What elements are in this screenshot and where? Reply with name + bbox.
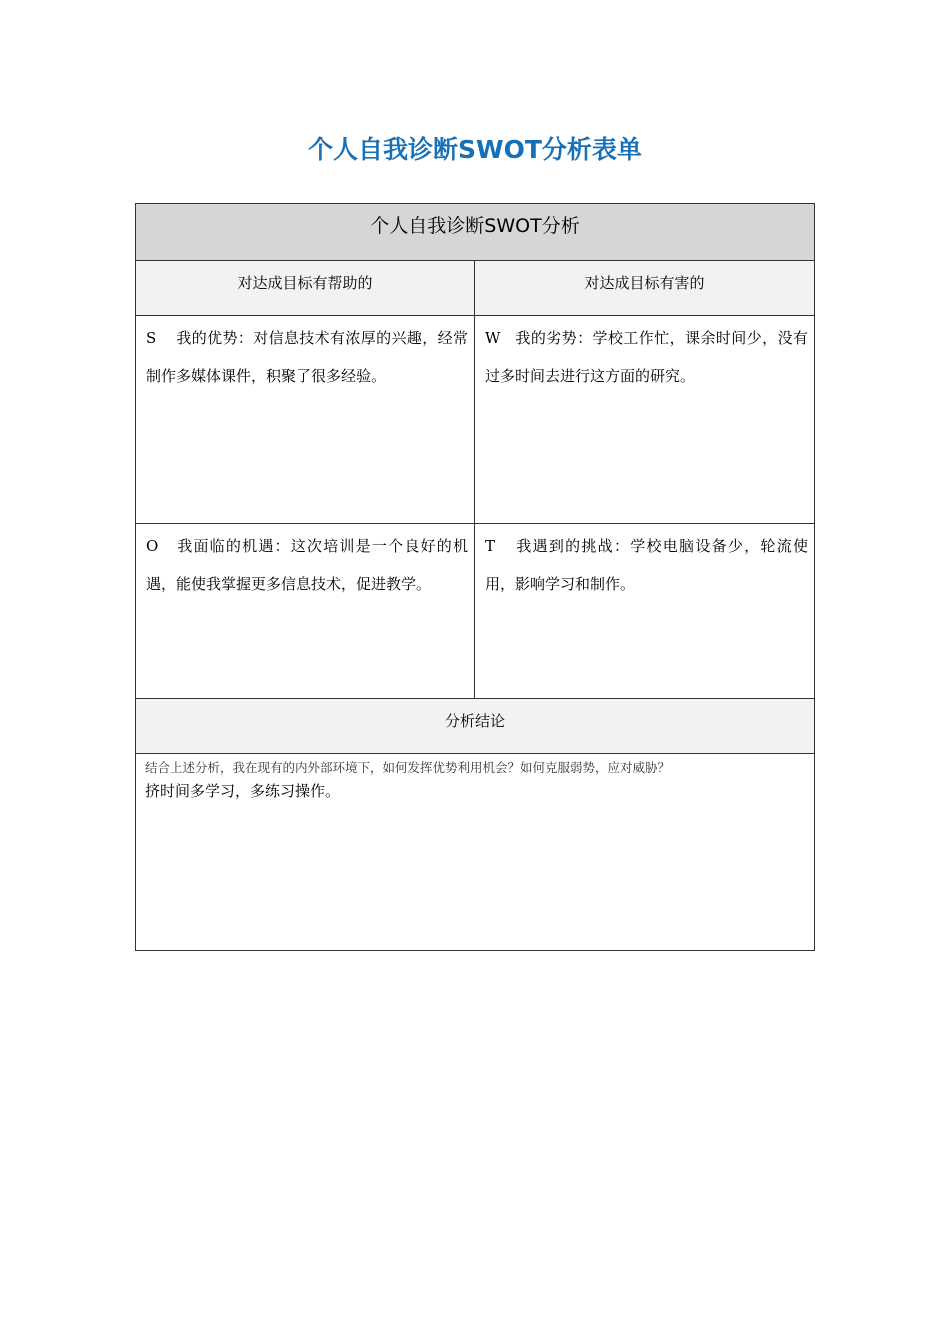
threats-content bbox=[475, 524, 814, 603]
strengths-content bbox=[136, 316, 474, 395]
conclusion-answer: 挤时间多学习，多练习操作。 bbox=[145, 782, 341, 800]
weaknesses-cell bbox=[475, 316, 814, 523]
helpful-label: 对达成目标有帮助的 bbox=[237, 274, 373, 292]
strengths-letter: S bbox=[146, 329, 157, 347]
weaknesses-letter: W bbox=[485, 329, 501, 347]
document-title: 个人自我诊断SWOT分析表单 bbox=[308, 135, 642, 164]
conclusion-prompt: 结合上述分析，我在现有的内外部环境下，如何发挥优势利用机会？如何克服弱势，应对威胁？ bbox=[145, 760, 671, 775]
opportunities-threats-row bbox=[136, 524, 814, 699]
opportunities-letter: O bbox=[146, 537, 159, 555]
threats-letter: T bbox=[485, 537, 496, 555]
swot-table bbox=[135, 203, 815, 951]
opportunities-text: 我面临的机遇：这次培训是一个良好的机遇，能使我掌握更多信息技术，促进教学。 bbox=[146, 537, 468, 593]
weaknesses-text: 我的劣势：学校工作忙，课余时间少，没有过多时间去进行这方面的研究。 bbox=[485, 329, 808, 385]
opportunities-cell bbox=[136, 524, 475, 698]
column-headers-row bbox=[136, 261, 814, 316]
table-header: 个人自我诊断SWOT分析 bbox=[136, 204, 814, 261]
threats-text: 我遇到的挑战：学校电脑设备少，轮流使用，影响学习和制作。 bbox=[485, 537, 808, 593]
harmful-label: 对达成目标有害的 bbox=[584, 274, 705, 292]
opportunities-content bbox=[136, 524, 474, 603]
conclusion-header: 分析结论 bbox=[136, 699, 814, 754]
conclusion-body bbox=[136, 754, 814, 950]
harmful-column-header bbox=[475, 261, 814, 315]
helpful-column-header bbox=[136, 261, 475, 315]
weaknesses-content bbox=[475, 316, 814, 395]
strengths-text: 我的优势：对信息技术有浓厚的兴趣，经常制作多媒体课件，积聚了很多经验。 bbox=[146, 329, 468, 385]
strengths-cell bbox=[136, 316, 475, 523]
threats-cell bbox=[475, 524, 814, 698]
strengths-weaknesses-row bbox=[136, 316, 814, 524]
